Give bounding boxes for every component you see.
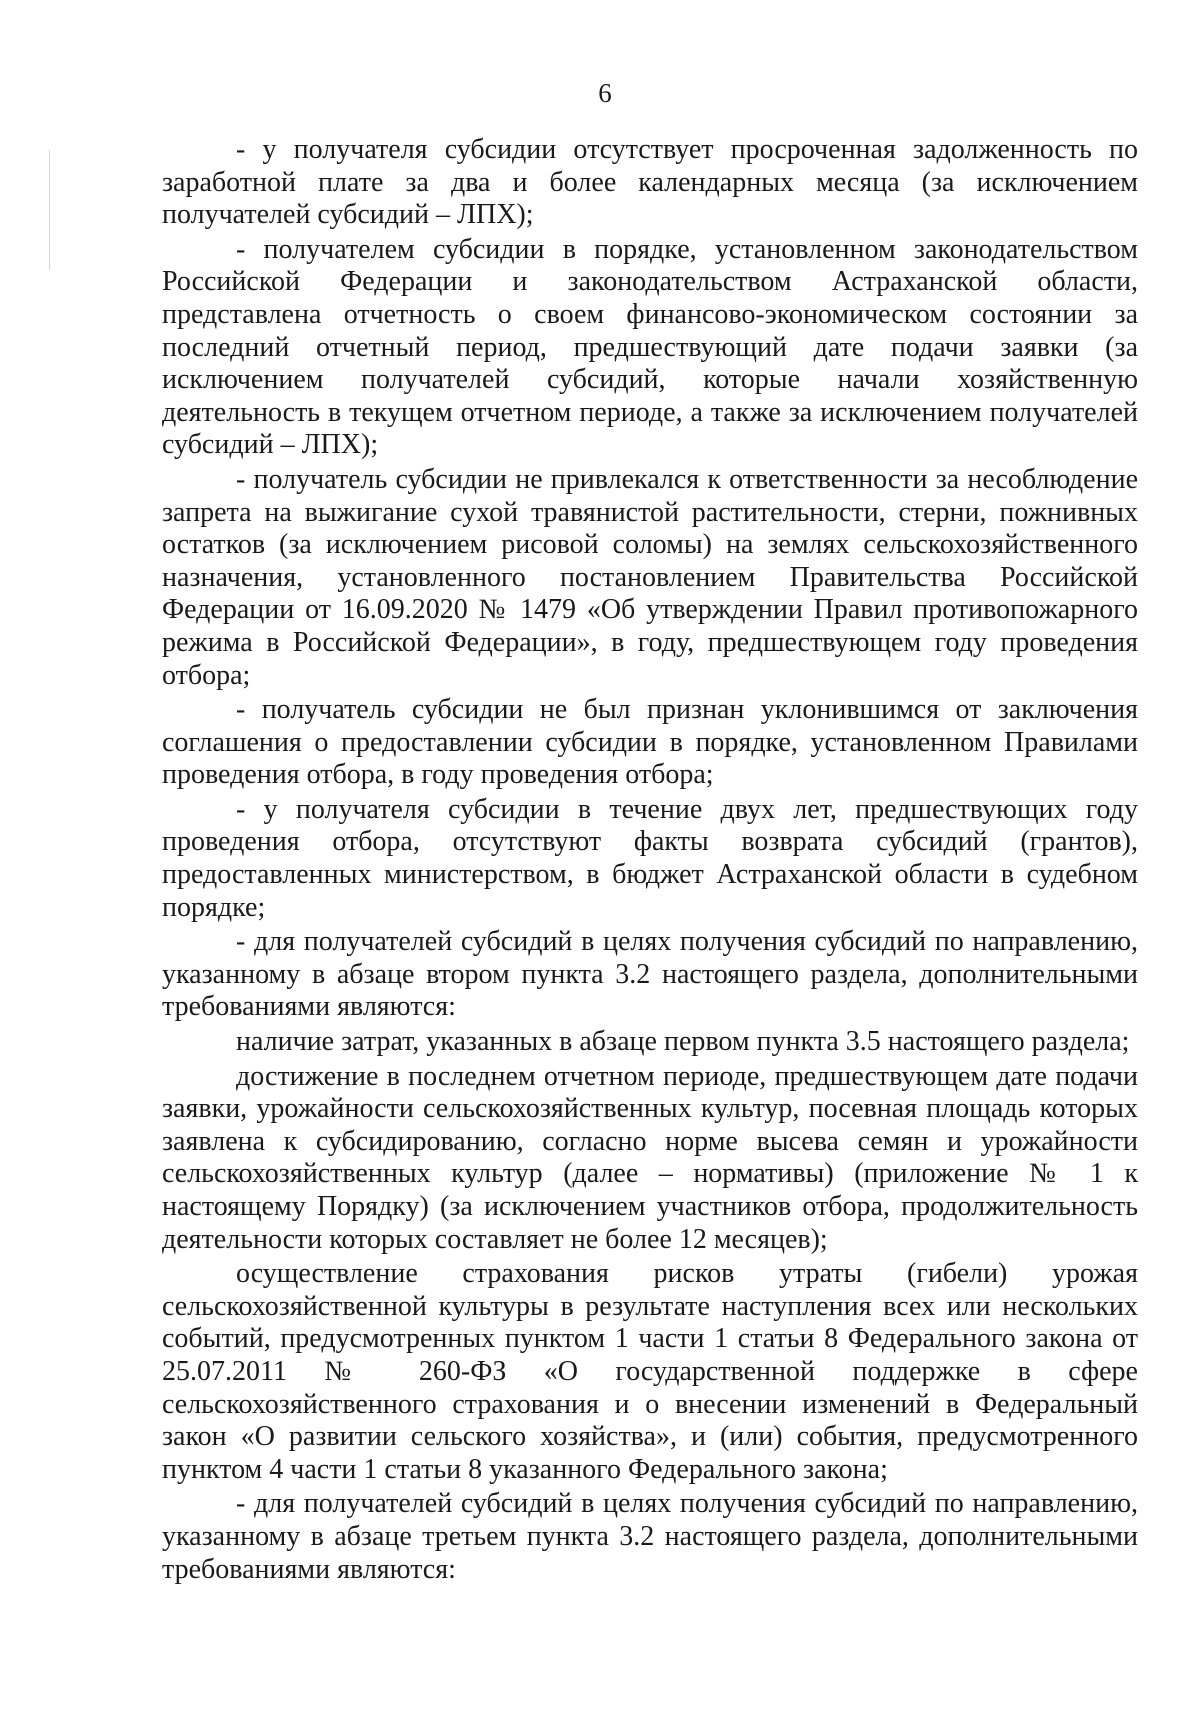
paragraph-burning-ban: - получатель субсидии не привлекался к ответственности за несоблюдение запрета на выжигание сухой травянистой растительности, стерни, пожнивных остатков (за исключением рисовой соломы) на землях сельскохозяйственного назначения, установленного постановлением Правительства Российской Федерации от 16.09.2020 № 1479 «Об утверждении Правил противопожарного режима в Российской Федерации», в году, предшествующем году проведения отбора; (162, 463, 1138, 691)
paragraph-direction-third: - для получателей субсидий в целях получения субсидий по направлению, указанному в абзаце третьем пункта 3.2 настоящего раздела, дополнительными требованиями являются: (162, 1488, 1138, 1585)
paragraph-insurance: осуществление страхования рисков утраты (гибели) урожая сельскохозяйственной культуры в результате наступления всех или нескольких событий, предусмотренных пунктом 1 части 1 статьи 8 Федерального закона от 25.07.2011 № 260-ФЗ «О государственной поддержке в сфере сельскохозяйственного страхования и о внесении изменений в Федеральный закон «О развитии сельского хозяйства», и (или) события, предусмотренного пунктом 4 части 1 статьи 8 указанного Федерального закона; (162, 1258, 1138, 1485)
page-number: 6 (598, 78, 612, 108)
paragraph-subsidy-return: - у получателя субсидии в течение двух лет, предшествующих году проведения отбора, отсутствуют факты возврата субсидий (грантов), предоставленных министерством, в бюджет Астраханской области в судебном порядке; (162, 793, 1138, 923)
paragraph-direction-second: - для получателей субсидий в целях получения субсидий по направлению, указанному в абзаце втором пункта 3.2 настоящего раздела, дополнительными требованиями являются: (162, 926, 1138, 1023)
scan-margin-line (49, 150, 50, 270)
paragraph-financial-reporting: - получателем субсидии в порядке, установленном законодательством Российской Федерации и законодательством Астраханской области, представлена отчетность о своем финансово-экономическом состоянии за последний отчетный период, предшествующий дате подачи заявки (за исключением получателей субсидий, которые начали хозяйственную деятельность в текущем отчетном периоде, а также за исключением получателей субсидий – ЛПХ); (162, 233, 1138, 461)
paragraph-yield: достижение в последнем отчетном периоде, предшествующем дате подачи заявки, урожайности сельскохозяйственных культур, посевная площадь которых заявлена к субсидированию, согласно норме высева семян и урожайности сельскохозяйственных культур (далее – нормативы) (приложение № 1 к настоящему Порядку) (за исключением участников отбора, продолжительность деятельности которых составляет не более 12 месяцев); (162, 1060, 1138, 1255)
paragraph-agreement-evasion: - получатель субсидии не был признан уклонившимся от заключения соглашения о предоставлении субсидии в порядке, установленном Правилами проведения отбора, в году проведения отбора; (162, 694, 1138, 791)
paragraph-wage-debt: - у получателя субсидии отсутствует просроченная задолженность по заработной плате за два и более календарных месяца (за исключением получателей субсидий – ЛПХ); (162, 134, 1138, 231)
document-body (162, 134, 1138, 1586)
paragraph-costs: наличие затрат, указанных в абзаце первом пункта 3.5 настоящего раздела; (236, 1026, 1130, 1058)
